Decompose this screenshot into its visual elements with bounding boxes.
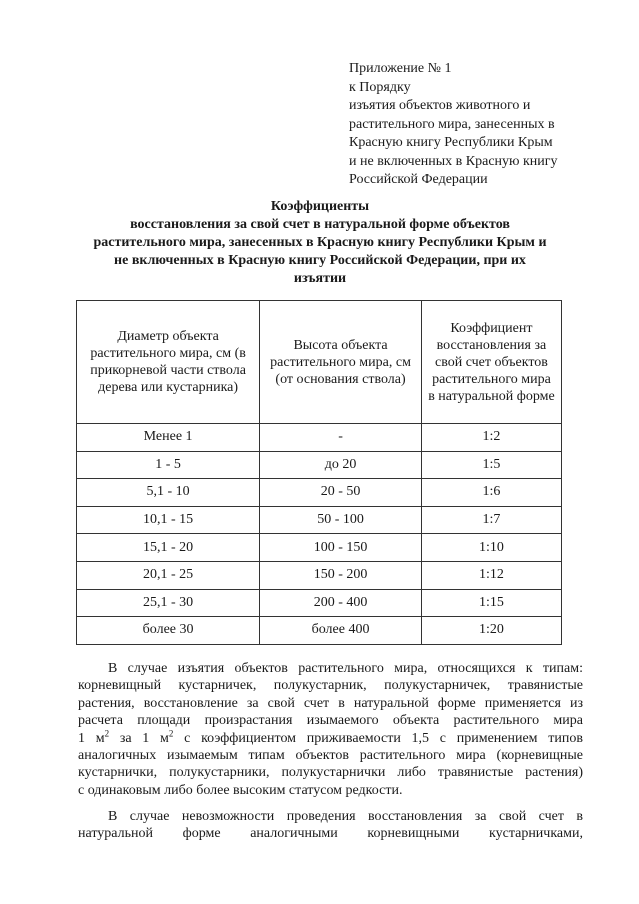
- table-row: [77, 479, 562, 507]
- cell-diameter: 25,1 - 30: [77, 589, 260, 617]
- text-fragment: за 1 м: [109, 730, 169, 746]
- cell-coefficient: 1:12: [421, 561, 561, 589]
- cell-height: -: [260, 424, 422, 452]
- title-line: Коэффициенты: [270, 199, 370, 214]
- paragraph-2: [78, 808, 583, 843]
- appendix-line: и не включенных в Красную книгу: [349, 153, 558, 169]
- cell-height: 50 - 100: [260, 506, 422, 534]
- cell-coefficient: 1:6: [421, 479, 561, 507]
- cell-height: 150 - 200: [260, 561, 422, 589]
- table-row: [77, 451, 562, 479]
- cell-coefficient: 1:2: [421, 424, 561, 452]
- superscript: 2: [168, 727, 174, 738]
- cell-coefficient: 1:15: [421, 589, 561, 617]
- title-line: восстановления за свой счет в натуральной форме объектов: [130, 217, 510, 232]
- paragraph-line: В случае изъятия объектов растительного мира, относящихся к типам:: [108, 661, 583, 676]
- cell-coefficient: 1:5: [421, 451, 561, 479]
- paragraph-line: кустарнички, полукустарники, полукустарнички либо травянистые растения): [78, 765, 583, 781]
- paragraph-line: расчета площади произрастания изымаемого объекта растительного мира: [78, 713, 583, 729]
- title-line: растительного мира, занесенных в Красную книгу Республики Крым и: [93, 235, 547, 250]
- table-row: [77, 617, 562, 645]
- paragraph-line: [78, 727, 583, 747]
- paragraph-line: с одинаковым либо более высоким статусом редкости.: [78, 782, 403, 798]
- cell-height: до 20: [260, 451, 422, 479]
- cell-diameter: 15,1 - 20: [77, 534, 260, 562]
- table-header-row: [77, 301, 562, 424]
- cell-coefficient: 1:7: [421, 506, 561, 534]
- table-row: [77, 506, 562, 534]
- cell-diameter: 1 - 5: [77, 451, 260, 479]
- cell-coefficient: 1:10: [421, 534, 561, 562]
- text-fragment: 1 м: [78, 730, 105, 746]
- appendix-header: [349, 60, 609, 190]
- cell-diameter: 5,1 - 10: [77, 479, 260, 507]
- table-row: [77, 561, 562, 589]
- cell-diameter: Менее 1: [77, 424, 260, 452]
- appendix-line: к Порядку: [349, 79, 411, 95]
- paragraph-1: [78, 660, 583, 799]
- title-line: не включенных в Красную книгу Российской Федерации, при их: [114, 253, 526, 268]
- table-row: [77, 424, 562, 452]
- cell-height: более 400: [260, 617, 422, 645]
- cell-height: 200 - 400: [260, 589, 422, 617]
- appendix-line: Приложение № 1: [349, 61, 452, 76]
- header-coefficient: Коэффициент восстановления за свой счет объектов растительного мира в натуральной форме: [421, 301, 561, 424]
- cell-coefficient: 1:20: [421, 617, 561, 645]
- header-height: Высота объекта растительного мира, см (от основания ствола): [260, 301, 422, 424]
- paragraph-line: В случае невозможности проведения восстановления за свой счет в: [108, 809, 583, 824]
- cell-diameter: 20,1 - 25: [77, 561, 260, 589]
- cell-height: 100 - 150: [260, 534, 422, 562]
- appendix-line: Российской Федерации: [349, 172, 488, 187]
- superscript: 2: [104, 727, 110, 738]
- appendix-line: Красную книгу Республики Крым: [349, 135, 553, 150]
- coefficients-table: [76, 300, 562, 645]
- table-row: [77, 589, 562, 617]
- text-fragment: с коэффициентом приживаемости 1,5 с применением типов: [173, 730, 583, 746]
- header-diameter: Диаметр объекта растительного мира, см (в прикорневой части ствола дерева или кустарника): [77, 301, 260, 424]
- document-title: [70, 198, 570, 288]
- paragraph-line: аналогичных изымаемым типам объектов растительного мира (корневищные: [78, 748, 583, 764]
- table-row: [77, 534, 562, 562]
- paragraph-line: корневищный кустарничек, полукустарник, полукустарничек, травянистые: [78, 678, 583, 694]
- paragraph-line: растения, восстановление за свой счет в натуральной форме применяется из: [78, 695, 583, 711]
- cell-height: 20 - 50: [260, 479, 422, 507]
- title-line: изъятии: [293, 271, 347, 286]
- cell-diameter: 10,1 - 15: [77, 506, 260, 534]
- appendix-line: растительного мира, занесенных в: [349, 116, 555, 132]
- appendix-line: изъятия объектов животного и: [349, 98, 531, 113]
- cell-diameter: более 30: [77, 617, 260, 645]
- paragraph-line: натуральной форме аналогичными корневищными кустарничками,: [78, 826, 583, 842]
